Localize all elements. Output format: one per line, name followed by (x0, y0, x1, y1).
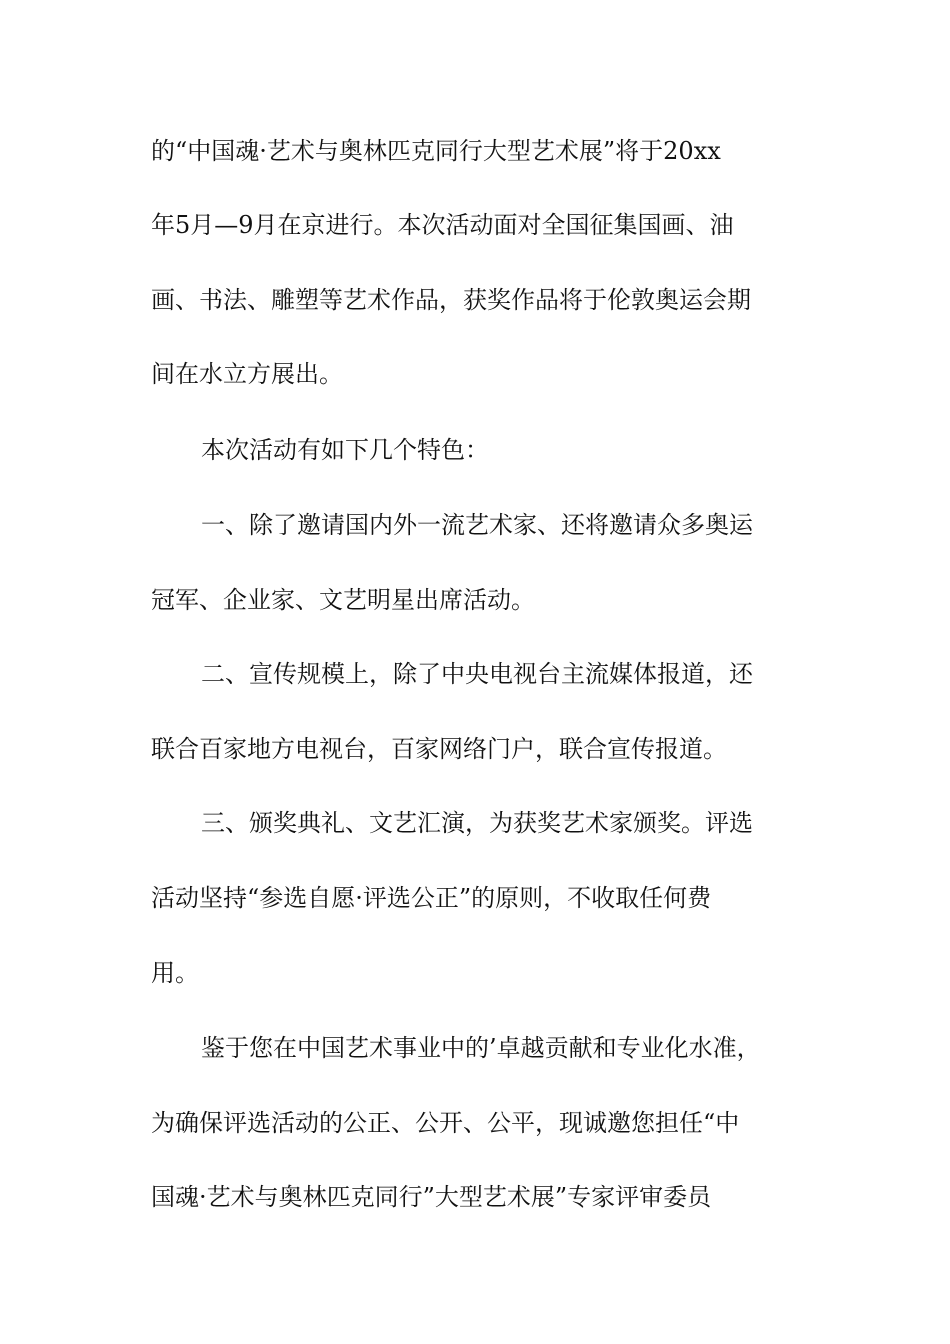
text-line: 国魂·艺术与奥林匹克同行”大型艺术展”专家评审委员 (151, 1183, 712, 1211)
paragraph-line: 本次活动有如下几个特色： (201, 436, 489, 464)
text-line: 冠军、企业家、文艺明星出席活动。 (151, 586, 535, 614)
paragraph-line: 鉴于您在中国艺术事业中的’卓越贡献和专业化水准， (201, 1034, 761, 1062)
text-line: 联合百家地方电视台，百家网络门户，联合宣传报道。 (151, 735, 727, 763)
paragraph-line: 二、宣传规模上，除了中央电视台主流媒体报道，还 (201, 660, 753, 688)
text-line: 画、书法、雕塑等艺术作品，获奖作品将于伦敦奥运会期 (151, 286, 751, 314)
text-line: 的“中国魂·艺术与奥林匹克同行大型艺术展”将于20xx (151, 137, 721, 165)
text-line: 用。 (151, 959, 199, 987)
text-line: 年5月—9月在京进行。本次活动面对全国征集国画、油 (151, 211, 734, 239)
text-line: 为确保评选活动的公正、公开、公平，现诚邀您担任“中 (151, 1109, 740, 1137)
paragraph-line: 三、颁奖典礼、文艺汇演，为获奖艺术家颁奖。评选 (201, 809, 753, 837)
paragraph-line: 一、除了邀请国内外一流艺术家、还将邀请众多奥运 (201, 511, 753, 539)
text-line: 活动坚持“参选自愿·评选公正”的原则，不收取任何费 (151, 884, 712, 912)
text-line: 间在水立方展出。 (151, 360, 343, 388)
